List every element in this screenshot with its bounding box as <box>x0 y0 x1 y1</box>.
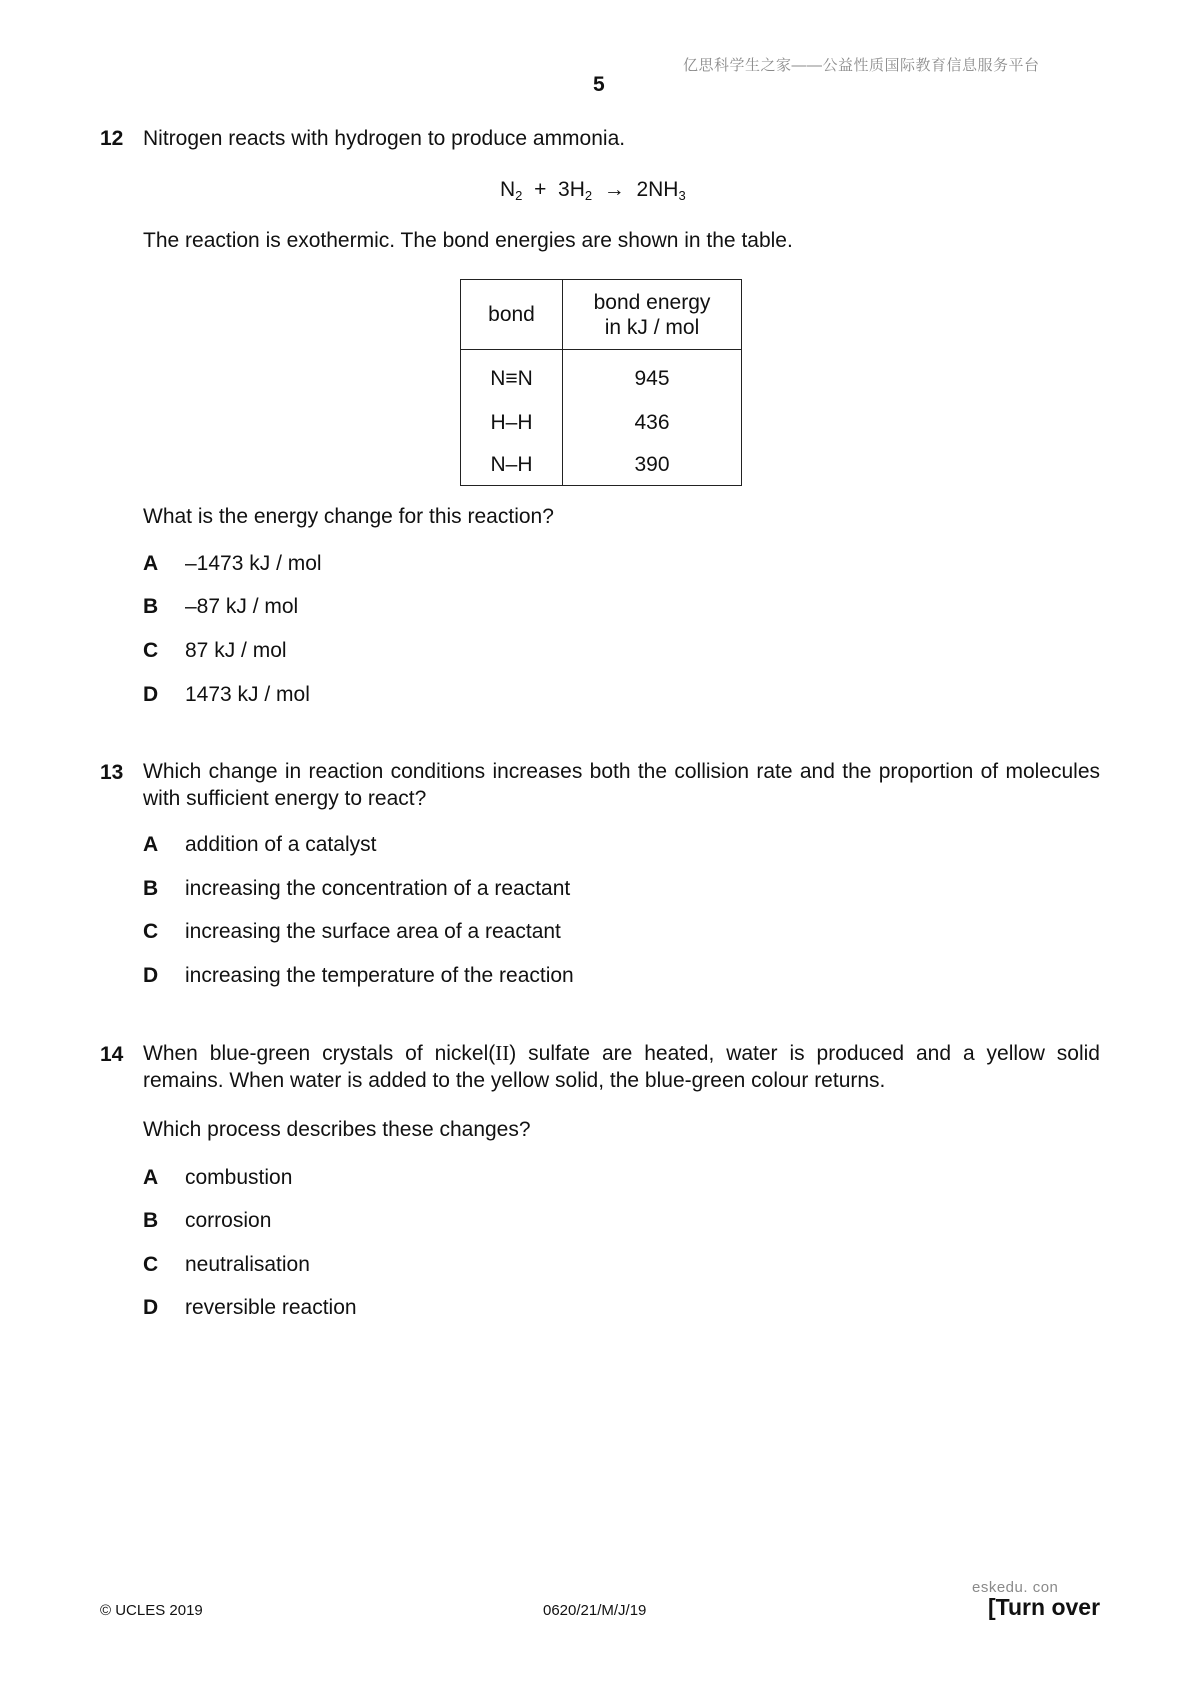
option-c[interactable]: C neutralisation <box>143 1253 310 1276</box>
option-b[interactable]: B increasing the concentration of a reactant <box>143 877 571 900</box>
table-row <box>461 445 742 486</box>
table-header-bond: bond <box>461 280 563 350</box>
option-c[interactable]: C increasing the surface area of a reactant <box>143 920 561 943</box>
arrow-icon: → <box>603 178 625 201</box>
bond-cell: N–H <box>461 445 563 486</box>
option-a[interactable]: A addition of a catalyst <box>143 833 377 856</box>
option-d[interactable]: D increasing the temperature of the reaction <box>143 964 574 987</box>
option-c[interactable]: C 87 kJ / mol <box>143 639 287 662</box>
question-13-number: 13 <box>100 761 124 784</box>
question-12-prompt: What is the energy change for this reaction? <box>143 505 554 528</box>
question-12-number: 12 <box>100 127 124 150</box>
energy-cell: 436 <box>563 401 742 445</box>
chemical-equation: $N_2 + 3H_2 \to 2NH_3$ <box>500 178 686 203</box>
option-a[interactable]: A combustion <box>143 1166 293 1189</box>
copyright: © UCLES 2019 <box>100 1602 203 1619</box>
option-b[interactable]: B –87 kJ / mol <box>143 595 299 618</box>
paper-code: 0620/21/M/J/19 <box>543 1602 647 1619</box>
footer-watermark: eskedu. con <box>972 1579 1059 1596</box>
question-13-stem: Which change in reaction conditions increases both the collision rate and the proportion of molecules with sufficient energy to react? <box>143 760 1100 810</box>
question-12-stem: Nitrogen reacts with hydrogen to produce ammonia. <box>143 127 626 150</box>
energy-cell: 390 <box>563 445 742 486</box>
bond-cell: H–H <box>461 401 563 445</box>
energy-cell: 945 <box>563 350 742 402</box>
option-a[interactable]: A –1473 kJ / mol <box>143 552 322 575</box>
header-watermark: 亿思科学生之家——公益性质国际教育信息服务平台 <box>683 57 1040 74</box>
turn-over: [Turn over <box>988 1594 1101 1620</box>
table-row <box>461 350 742 402</box>
question-12-intro: The reaction is exothermic. The bond energies are shown in the table. <box>143 229 793 252</box>
table-header-energy: bond energy in kJ / mol <box>563 280 742 350</box>
option-d[interactable]: D 1473 kJ / mol <box>143 683 310 706</box>
question-14-number: 14 <box>100 1043 124 1066</box>
table-row <box>461 401 742 445</box>
page-number: 5 <box>593 73 605 96</box>
question-14-stem: When blue-green crystals of nickel(II) sulfate are heated, water is produced and a yellow solid remains. When water is added to the yellow solid, the blue-green colour returns. <box>143 1041 1100 1092</box>
option-b[interactable]: B corrosion <box>143 1209 272 1232</box>
bond-cell: N≡N <box>461 350 563 402</box>
question-14-prompt: Which process describes these changes? <box>143 1118 531 1141</box>
option-d[interactable]: D reversible reaction <box>143 1296 357 1319</box>
bond-energy-table <box>460 279 742 486</box>
